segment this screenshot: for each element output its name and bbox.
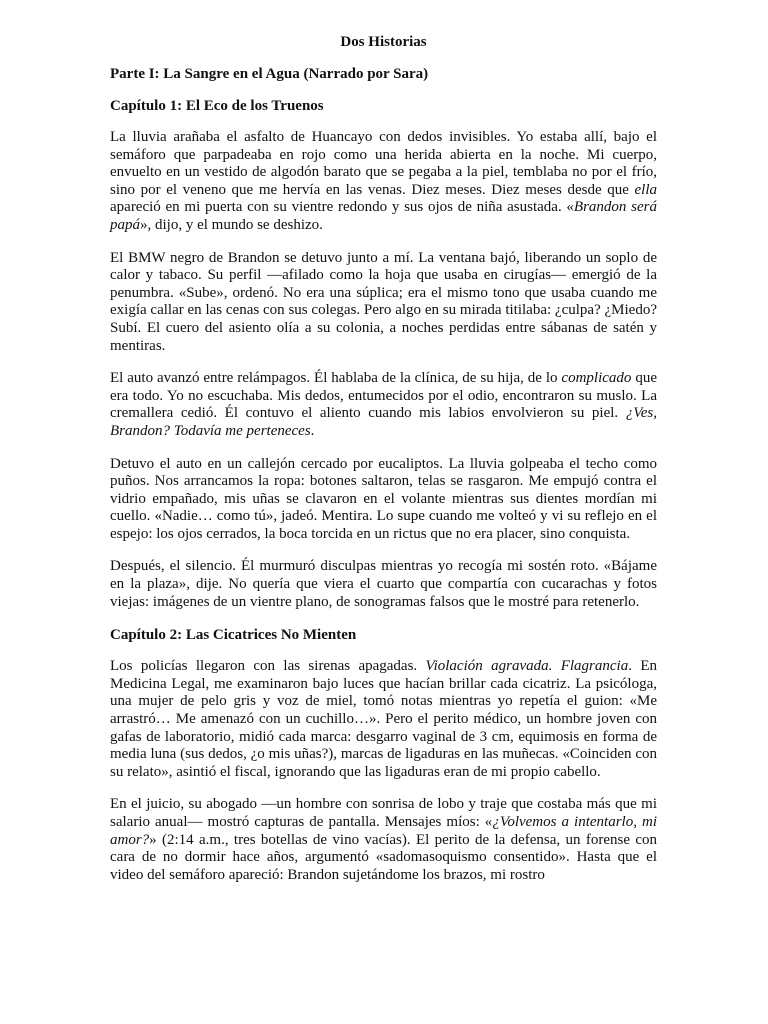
paragraph [110, 129, 657, 235]
paragraph [110, 658, 657, 781]
text-run: » (2:14 a.m., tres botellas de vino vacías). El perito de la defensa, un forense con cara de no dormir hace años, argumentó «sadomasoquismo consentido». Hasta que el video del semáforo apareció: Brandon sujetándome los brazos, mi rostro [110, 831, 657, 883]
paragraph [110, 558, 657, 611]
text-run: La lluvia arañaba el asfalto de Huancayo con dedos invisibles. Yo estaba allí, bajo el semáforo que parpadeaba en rojo como una herida abierta en la noche. Mi cuerpo, envuelto en un vestido de algodón barato que se pegaba a la piel, temblaba no por el frío, sino por el veneno que me hervía en las venas. Diez meses. Diez meses desde que [110, 129, 657, 198]
paragraph [110, 456, 657, 544]
italic-text-run: Brandon será papá [110, 199, 657, 233]
document-title: Dos Historias [340, 34, 427, 50]
paragraph [110, 370, 657, 440]
text-run: Los policías llegaron con las sirenas apagadas. [110, 658, 426, 675]
chapter-2-heading: Capítulo 2: Las Cicatrices No Mienten [110, 627, 357, 644]
text-run: . [310, 422, 315, 439]
document-content [110, 33, 657, 884]
chapter-1-heading: Capítulo 1: El Eco de los Truenos [110, 98, 324, 114]
text-run: Después, el silencio. Él murmuró disculpas mientras yo recogía mi sostén roto. «Bájame en la plaza», dije. No quería que viera el cuarto que compartía con cucarachas y fotos viejas: imágenes de un vientre plano, de sonogramas falsos que le mostré para retenerlo. [110, 558, 657, 610]
italic-text-run: Violación agravada. Flagrancia [425, 658, 629, 675]
part-heading: Parte I: La Sangre en el Agua (Narrado por Sara) [110, 66, 429, 82]
text-run: El BMW negro de Brandon se detuvo junto a mí. La ventana bajó, liberando un soplo de calor y tabaco. Su perfil —afilado como la hoja que usaba en cirugías— emergió de la penumbra. «Sube», ordenó. No era una súplica; era el mismo tono que usaba cuando me exigía callar en las cenas con sus colegas. Pero algo en su mirada titilaba: ¿culpa? ¿Miedo? Subí. El cuero del asiento olía a su colonia, a noches perdidas entre sábanas de satén y mentiras. [110, 249, 657, 354]
paragraph [110, 796, 657, 884]
italic-text-run: ella [634, 181, 657, 198]
text-run: En el juicio, su abogado —un hombre con sonrisa de lobo y traje que costaba más que mi salario anual— mostró capturas de pantalla. Mensajes míos: « [110, 796, 657, 830]
text-run: El auto avanzó entre relámpagos. Él hablaba de la clínica, de su hija, de lo [110, 370, 562, 387]
italic-text-run: ¿Ves, Brandon? Todavía me perteneces [110, 405, 657, 439]
italic-text-run: ¿Volvemos a intentarlo, mi amor? [110, 814, 657, 848]
text-run: que era todo. Yo no escuchaba. Mis dedos, entumecidos por el odio, encontraron su muslo. La cremallera cedió. Él contuvo el aliento cuando mis labios envolvieron su piel. [110, 370, 657, 422]
italic-text-run: complicado [561, 370, 632, 387]
text-run: . En Medicina Legal, me examinaron bajo luces que hacían brillar cada cicatriz. La psicóloga, una mujer de pelo gris y voz de miel, tomó notas mientras yo repetía el guion: «Me arrastró… Me amenazó con un cuchillo…». Pero el perito médico, un hombre joven con gafas de laboratorio, midió cada marca: desgarro vaginal de 3 cm, equimosis en forma de media luna (sus dedos, ¿o mis uñas?), marcas de ligaduras en las muñecas. «Coinciden con su relato», asintió el fiscal, ignorando que las ligaduras eran de mi propio cabello. [110, 658, 657, 780]
text-run: apareció en mi puerta con su vientre redondo y sus ojos de niña asustada. « [110, 199, 574, 216]
paragraph [110, 250, 657, 356]
text-run: Detuvo el auto en un callejón cercado por eucaliptos. La lluvia golpeaba el techo como puños. Nos arrancamos la ropa: botones saltaron, telas se rasgaron. Me empujó contra el vidrio empañado, mis uñas se clavaron en el volante mientras sus dientes mordían mi cuello. «Nadie… como tú», jadeó. Mentira. Lo supe cuando me volteó y vi su reflejo en el espejo: los ojos cerrados, la boca torcida en un rictus que no era placer, sino conquista. [110, 455, 657, 542]
text-run: », dijo, y el mundo se deshizo. [140, 216, 323, 233]
